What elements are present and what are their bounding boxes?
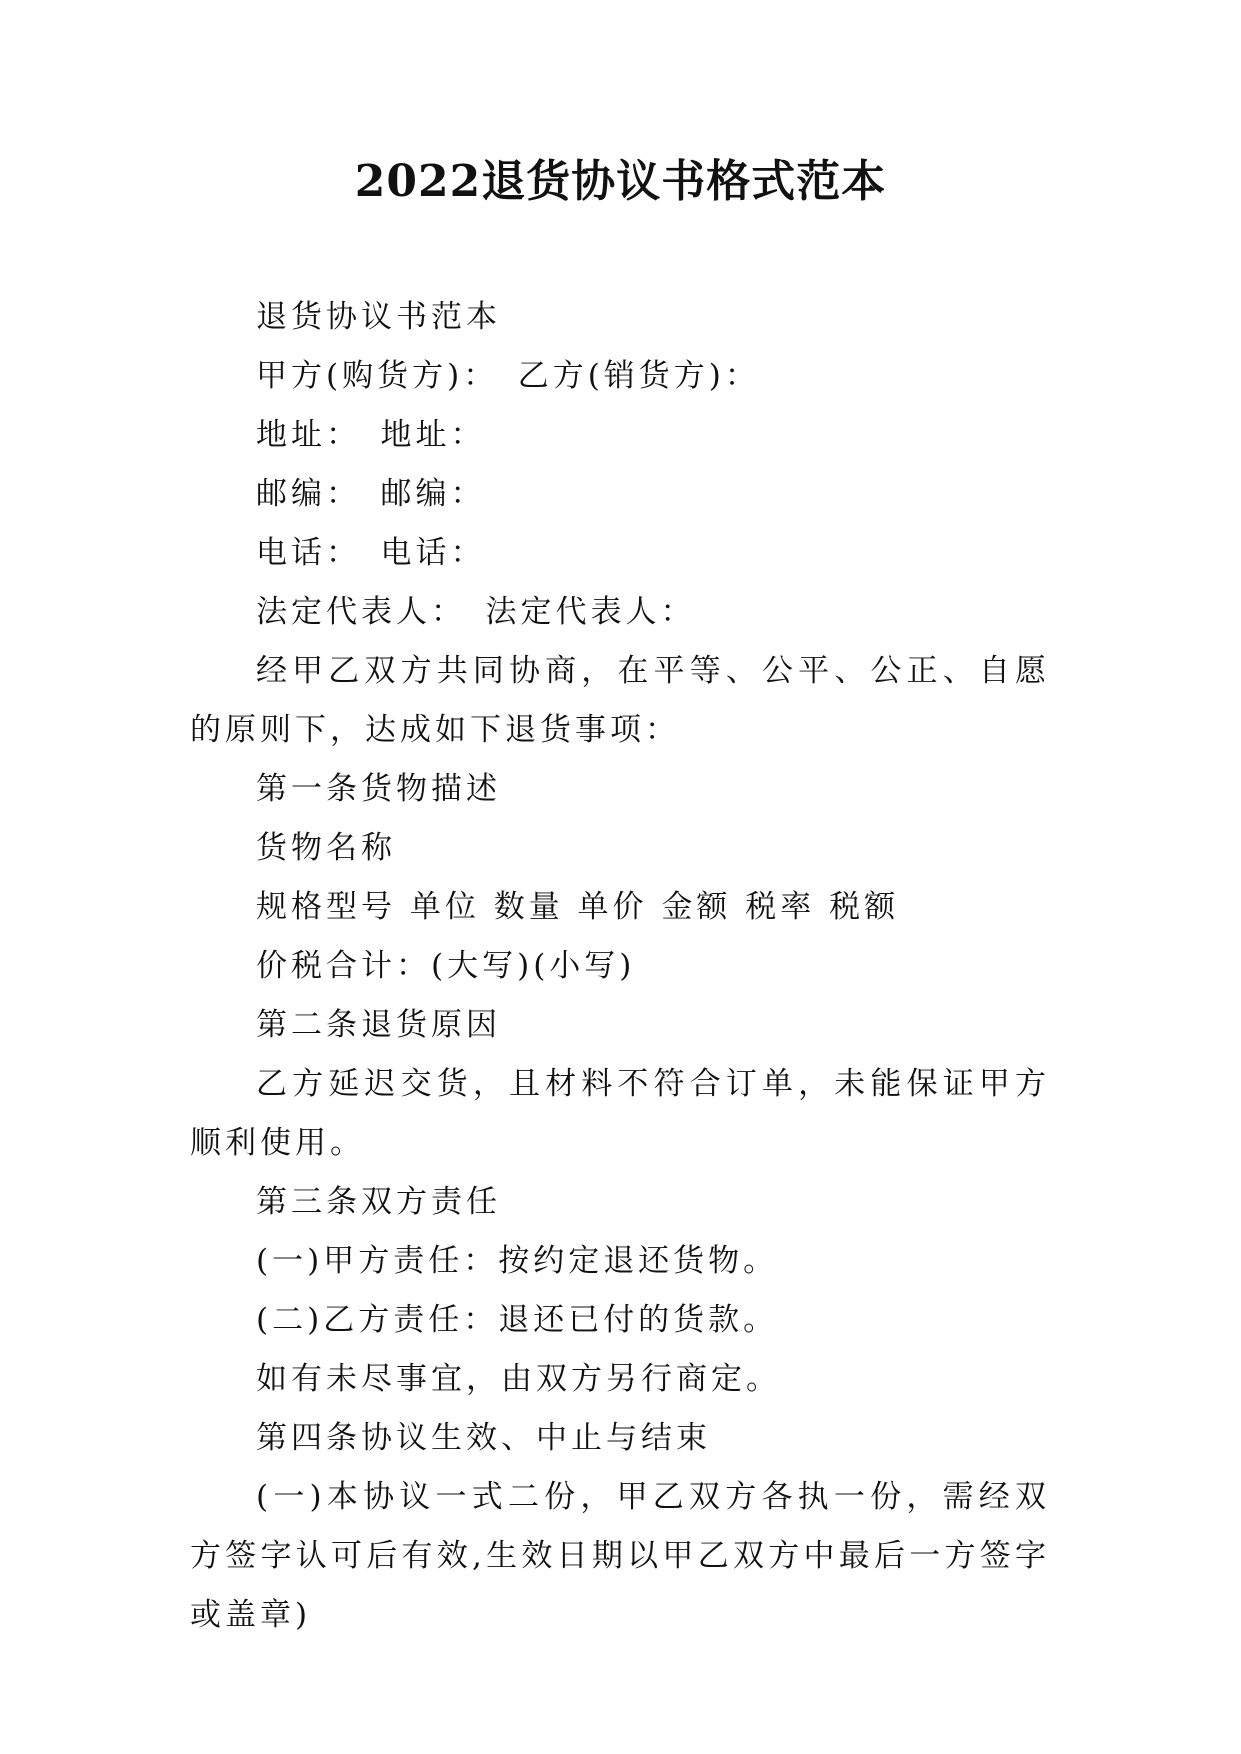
- article-2-heading: 第二条退货原因: [256, 1007, 501, 1043]
- total-amount-line: 价税合计：(大写)(小写): [256, 948, 636, 984]
- party-a-duty-line: (一)甲方责任：按约定退还货物。: [256, 1243, 779, 1279]
- legal-rep-line: 法定代表人： 法定代表人：: [256, 594, 696, 630]
- goods-name-line: 货物名称: [256, 830, 396, 866]
- subtitle-line: 退货协议书范本: [256, 299, 501, 335]
- return-reason-paragraph: 乙方延迟交货，且材料不符合订单，未能保证甲方顺利使用。: [190, 1066, 1050, 1161]
- party-b-duty-line: (二)乙方责任：退还已付的货款。: [256, 1302, 779, 1338]
- phone-line: 电话： 电话：: [256, 535, 486, 571]
- preamble-paragraph: 经甲乙双方共同协商，在平等、公平、公正、自愿的原则下，达成如下退货事项：: [190, 653, 1050, 748]
- other-matters-line: 如有未尽事宜，由双方另行商定。: [256, 1361, 781, 1397]
- goods-columns-line: 规格型号 单位 数量 单价 金额 税率 税额: [256, 889, 900, 925]
- party-line: 甲方(购货方)： 乙方(销货方)：: [256, 358, 760, 394]
- article-3-heading: 第三条双方责任: [256, 1184, 501, 1220]
- document-body: [190, 288, 1050, 1645]
- address-line: 地址： 地址：: [256, 417, 486, 453]
- postcode-line: 邮编： 邮编：: [256, 476, 486, 512]
- article-1-heading: 第一条货物描述: [256, 771, 501, 807]
- effectiveness-paragraph: (一)本协议一式二份，甲乙双方各执一份，需经双方签字认可后有效,生效日期以甲乙双方中最后一方签字或盖章): [190, 1479, 1050, 1633]
- document-title: 2022退货协议书格式范本: [354, 156, 887, 207]
- article-4-heading: 第四条协议生效、中止与结束: [256, 1420, 711, 1456]
